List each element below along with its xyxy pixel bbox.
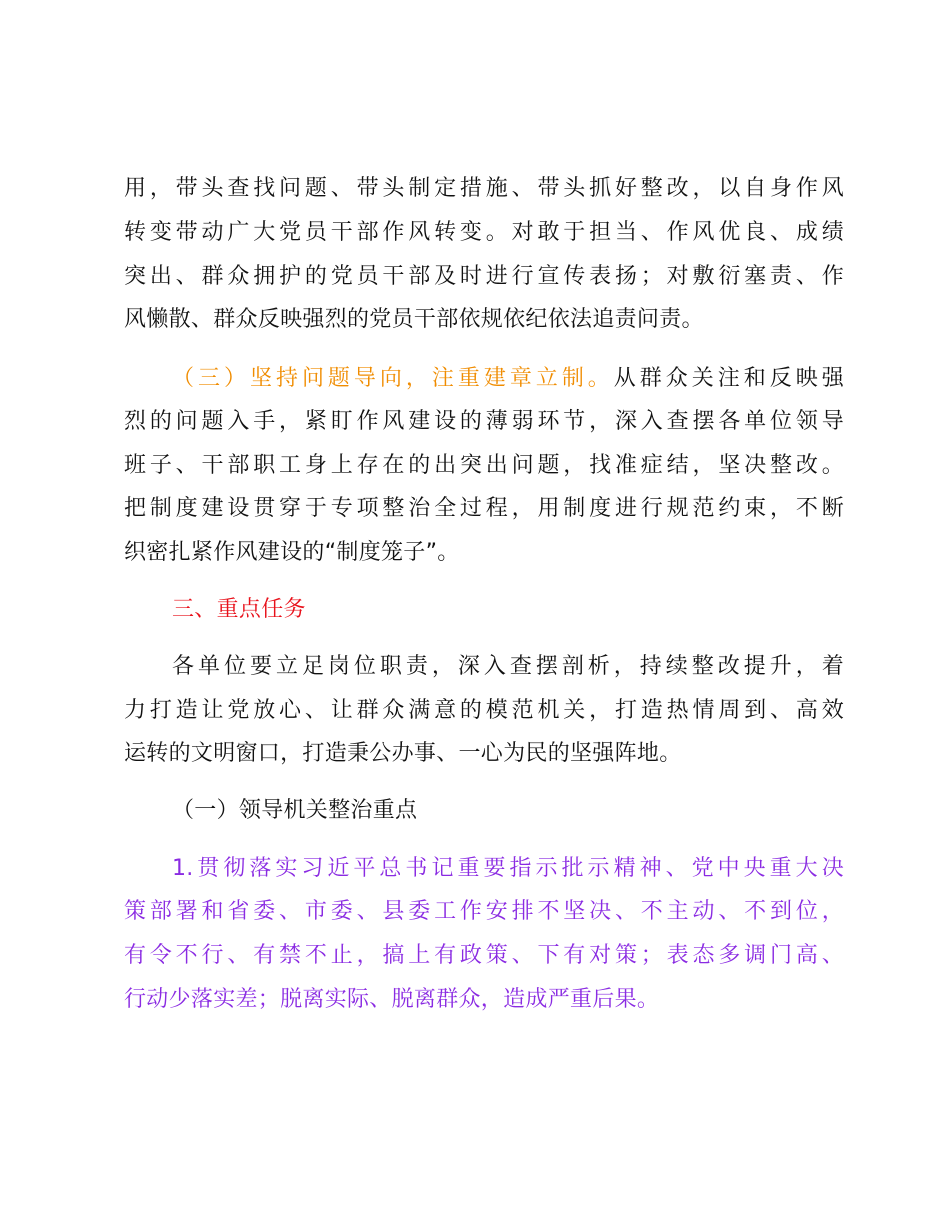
paragraph2-line1-rest: 从群众关注和反映强	[613, 366, 844, 391]
paragraph2-line-1	[172, 364, 844, 394]
paragraph3-line-1: 各单位要立足岗位职责，深入查摆剖析，持续整改提升，着	[172, 654, 844, 679]
paragraph2-line-3: 班子、干部职工身上存在的出突出问题，找准症结，坚决整改。	[124, 453, 844, 478]
paragraph1-line-4: 风懒散、群众反映强烈的党员干部依规依纪依法追责问责。	[124, 307, 704, 332]
item1-line-2: 策部署和省委、市委、县委工作安排不坚决、不主动、不到位，	[124, 899, 844, 924]
item1-line-4: 行动少落实差；脱离实际、脱离群众，造成严重后果。	[124, 987, 660, 1012]
paragraph3-line-2: 力打造让党放心、让群众满意的模范机关，打造热情周到、高效	[124, 698, 844, 723]
item1-line-3: 有令不行、有禁不止，搞上有政策、下有对策；表态多调门高、	[124, 943, 844, 968]
paragraph3-line-3: 运转的文明窗口，打造秉公办事、一心为民的坚强阵地。	[124, 741, 682, 766]
paragraph2-line-4: 把制度建设贯穿于专项整治全过程，用制度进行规范约束，不断	[124, 496, 844, 521]
paragraph2-heading: （三）坚持问题导向，注重建章立制。	[172, 366, 614, 391]
paragraph2-line-2: 烈的问题入手，紧盯作风建设的薄弱环节，深入查摆各单位领导	[124, 409, 844, 434]
subsection-title: （一）领导机关整治重点	[172, 798, 418, 823]
paragraph1-line-2: 转变带动广大党员干部作风转变。对敢于担当、作风优良、成绩	[124, 220, 844, 245]
paragraph1-line-3: 突出、群众拥护的党员干部及时进行宣传表扬；对敷衍塞责、作	[124, 264, 844, 289]
item1-line-1: 1.贯彻落实习近平总书记重要指示批示精神、党中央重大决	[172, 856, 844, 881]
paragraph1-line-1: 用，带头查找问题、带头制定措施、带头抓好整改，以自身作风	[124, 176, 844, 201]
section-title: 三、重点任务	[172, 597, 306, 622]
paragraph2-line-5: 织密扎紧作风建设的“制度笼子”。	[124, 540, 460, 565]
